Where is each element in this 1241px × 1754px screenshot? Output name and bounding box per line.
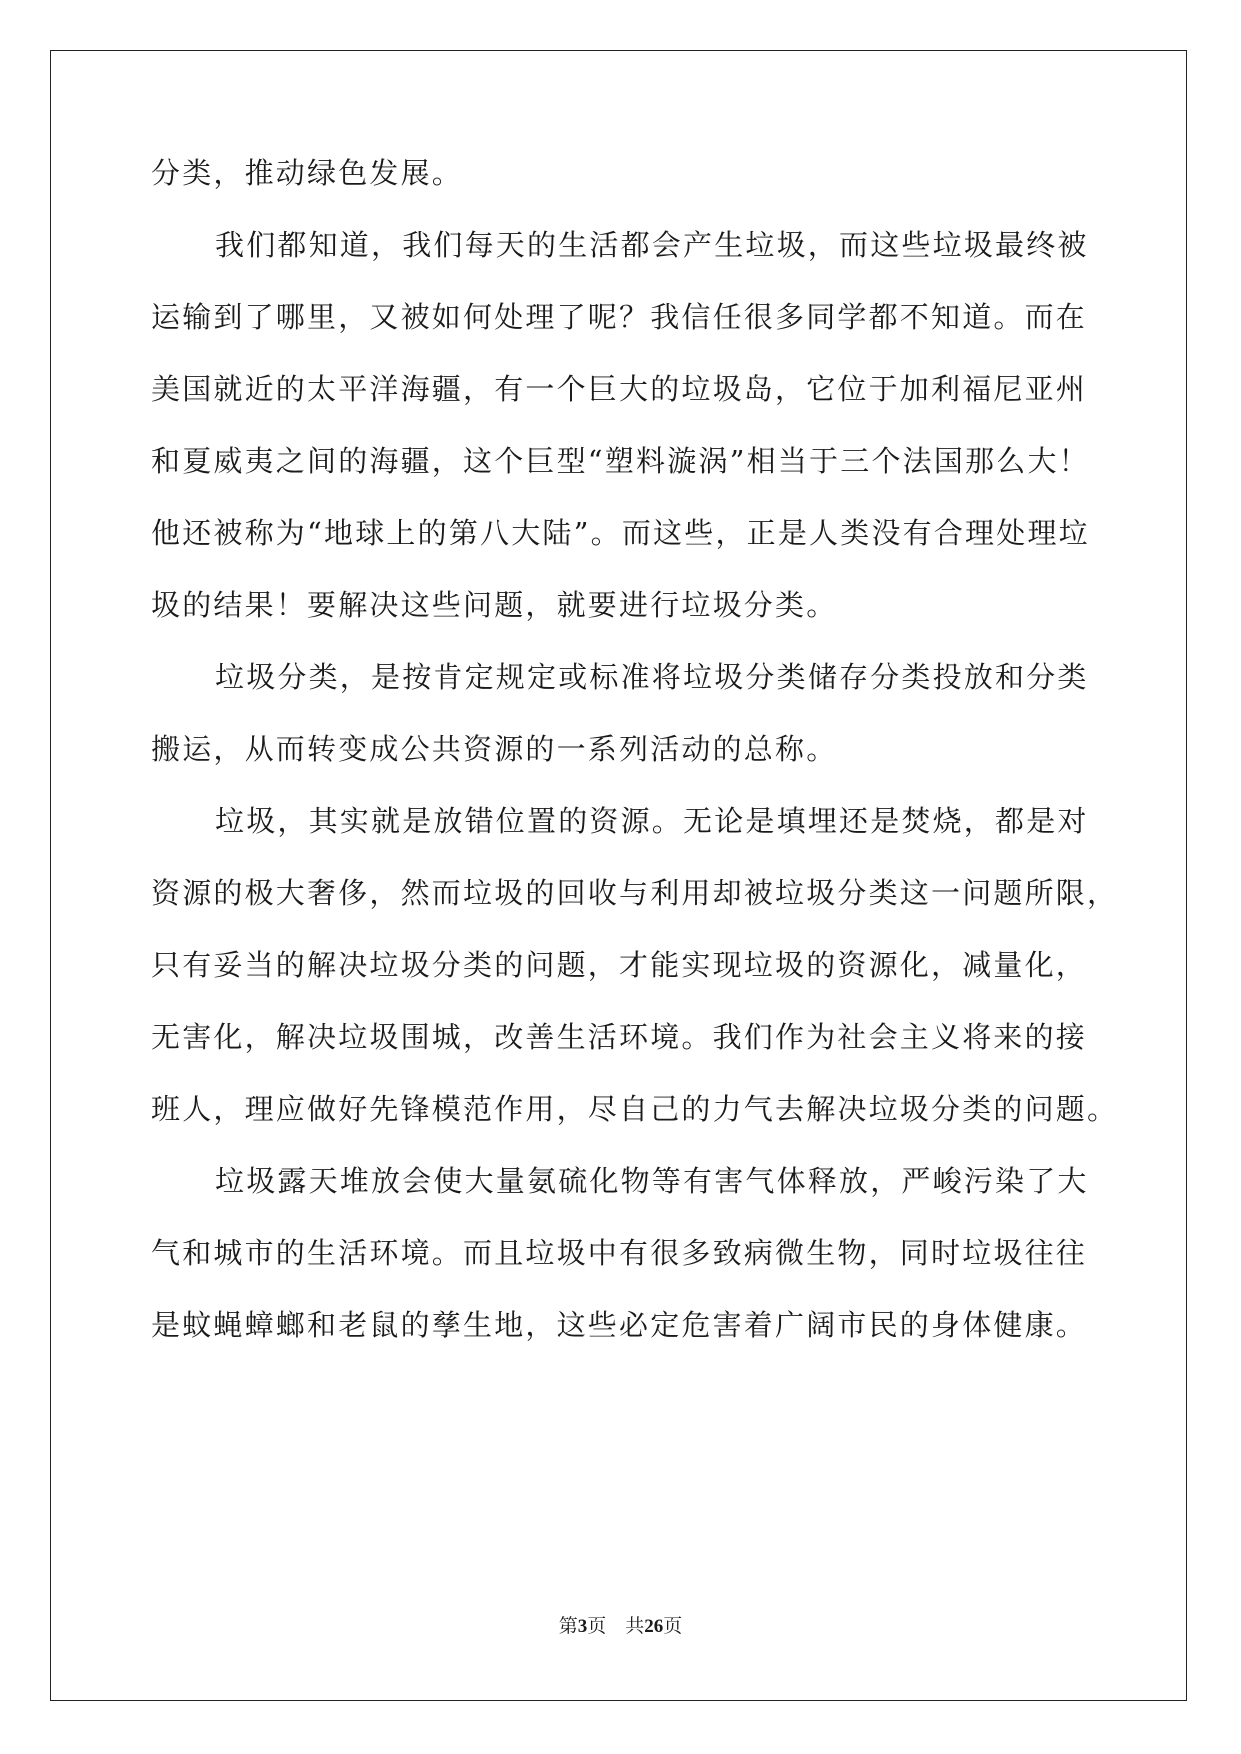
total-label-prefix: 共	[625, 1616, 645, 1637]
total-label-suffix: 页	[663, 1616, 683, 1637]
text-line: 气和城市的生活环境。而且垃圾中有很多致病微生物，同时垃圾往往	[151, 1236, 1088, 1270]
paragraph-start-line: 垃圾露天堆放会使大量氨硫化物等有害气体释放，严峻污染了大	[215, 1164, 1089, 1198]
total-pages: 26	[644, 1616, 664, 1637]
text-line: 无害化，解决垃圾围城，改善生活环境。我们作为社会主义将来的接	[151, 1020, 1088, 1054]
text-line: 他还被称为“地球上的第八大陆”。而这些，正是人类没有合理处理垃	[151, 516, 1090, 550]
text-line: 资源的极大奢侈，然而垃圾的回收与利用却被垃圾分类这一问题所限，	[151, 876, 1119, 910]
page-number: 3	[577, 1616, 588, 1637]
text-line: 搬运，从而转变成公共资源的一系列活动的总称。	[151, 732, 838, 766]
text-line: 美国就近的太平洋海疆，有一个巨大的垃圾岛，它位于加利福尼亚州	[151, 372, 1088, 406]
paragraph-start-line: 我们都知道，我们每天的生活都会产生垃圾，而这些垃圾最终被	[215, 228, 1089, 262]
text-line: 只有妥当的解决垃圾分类的问题，才能实现垃圾的资源化，减量化，	[151, 948, 1088, 982]
paragraph-start-line: 垃圾，其实就是放错位置的资源。无论是填埋还是焚烧，都是对	[215, 804, 1089, 838]
text-line: 分类，推动绿色发展。	[151, 156, 464, 190]
paragraph-start-line: 垃圾分类，是按肯定规定或标准将垃圾分类储存分类投放和分类	[215, 660, 1089, 694]
page-label-suffix: 页	[587, 1616, 607, 1637]
text-line: 班人，理应做好先锋模范作用，尽自己的力气去解决垃圾分类的问题。	[151, 1092, 1119, 1126]
text-line: 圾的结果！要解决这些问题，就要进行垃圾分类。	[151, 588, 838, 622]
text-line: 是蚊蝇蟑螂和老鼠的孳生地，这些必定危害着广阔市民的身体健康。	[151, 1308, 1088, 1342]
text-line: 和夏威夷之间的海疆，这个巨型“塑料漩涡”相当于三个法国那么大！	[151, 444, 1090, 478]
page-label-prefix: 第	[558, 1616, 578, 1637]
page-footer	[0, 1611, 1241, 1638]
text-line: 运输到了哪里，又被如何处理了呢？我信任很多同学都不知道。而在	[151, 300, 1088, 334]
